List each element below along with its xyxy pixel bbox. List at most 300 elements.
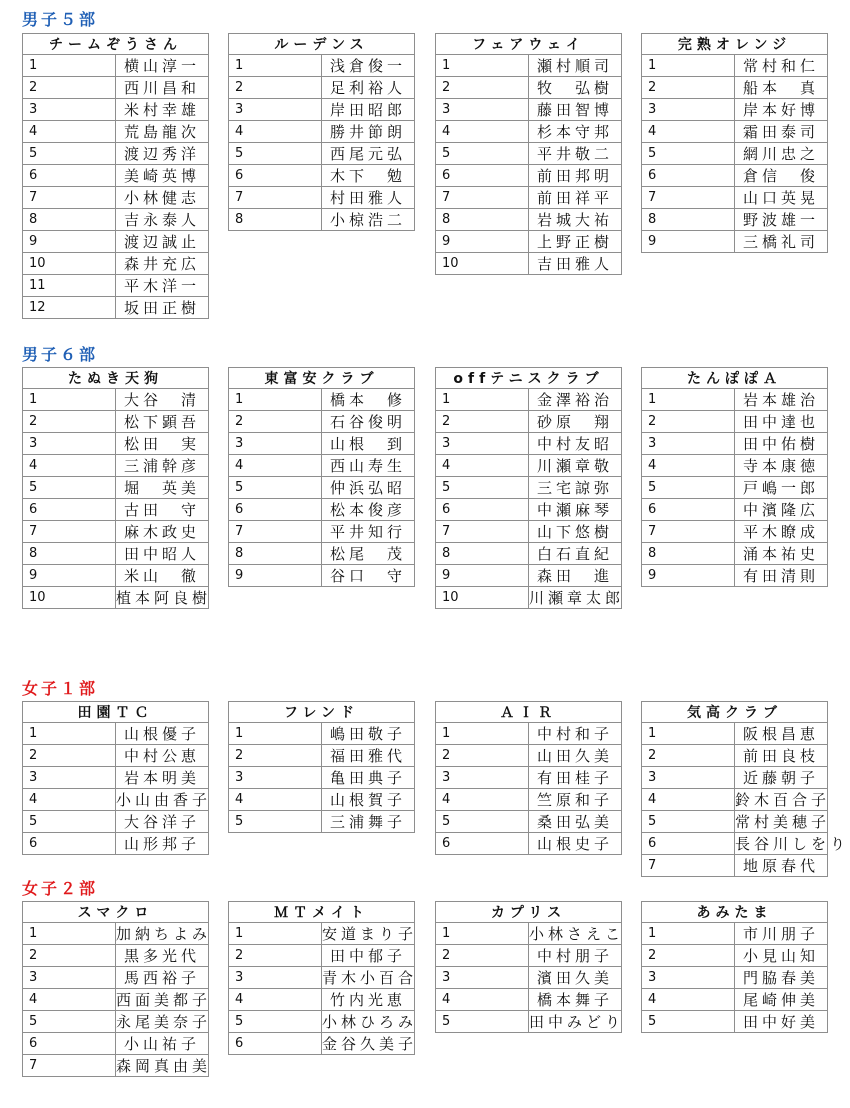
member-number: 3 xyxy=(23,767,116,789)
member-name: 勝井節朗 xyxy=(322,121,415,143)
member-number: 9 xyxy=(23,565,116,587)
member-name: 岩本雄治 xyxy=(735,389,828,411)
member-name: 西川昌和 xyxy=(116,77,209,99)
member-name: 地原春代 xyxy=(735,855,828,877)
member-number: 6 xyxy=(436,833,529,855)
member-name: 濱田久美 xyxy=(529,967,622,989)
member-row xyxy=(642,187,828,209)
team-roster-table xyxy=(228,33,415,231)
member-row xyxy=(642,231,828,253)
member-row xyxy=(642,411,828,433)
member-name: 山口英晃 xyxy=(735,187,828,209)
member-number: 8 xyxy=(642,209,735,231)
member-row xyxy=(23,165,209,187)
member-number: 6 xyxy=(23,833,116,855)
team-name: チームぞうさん xyxy=(23,34,209,55)
member-name: 船本 真 xyxy=(735,77,828,99)
member-row xyxy=(436,989,622,1011)
member-number: 1 xyxy=(229,55,322,77)
member-name: 橋本舞子 xyxy=(529,989,622,1011)
member-number: 1 xyxy=(436,55,529,77)
member-number: 2 xyxy=(229,411,322,433)
team-name: フレンド xyxy=(229,702,415,723)
member-row xyxy=(436,767,622,789)
member-row xyxy=(23,833,209,855)
member-name: 藤田智博 xyxy=(529,99,622,121)
team-name: たんぽぽＡ xyxy=(642,368,828,389)
member-number: 6 xyxy=(436,165,529,187)
member-name: 田中好美 xyxy=(735,1011,828,1033)
member-number: 3 xyxy=(642,967,735,989)
member-row xyxy=(23,1011,209,1033)
member-name: 中村友昭 xyxy=(529,433,622,455)
member-name: 黒多光代 xyxy=(116,945,209,967)
member-name: 田中郁子 xyxy=(322,945,415,967)
member-number: 5 xyxy=(436,811,529,833)
member-name: 松尾 茂 xyxy=(322,543,415,565)
member-row xyxy=(229,945,415,967)
member-row xyxy=(23,389,209,411)
member-name: 砂原 翔 xyxy=(529,411,622,433)
member-row xyxy=(642,165,828,187)
member-row xyxy=(436,477,622,499)
member-number: 3 xyxy=(229,967,322,989)
member-row xyxy=(436,745,622,767)
team-roster-table xyxy=(435,367,625,609)
member-number: 1 xyxy=(642,723,735,745)
section-title: 女子２部 xyxy=(22,879,99,898)
member-row xyxy=(436,165,622,187)
member-number: 5 xyxy=(23,143,116,165)
member-name: 戸嶋一郎 xyxy=(735,477,828,499)
member-row xyxy=(436,587,622,609)
member-name: 松田 実 xyxy=(116,433,209,455)
member-number: 8 xyxy=(23,543,116,565)
member-row xyxy=(23,231,209,253)
team-name: あみたま xyxy=(642,902,828,923)
member-number: 1 xyxy=(23,923,116,945)
member-name: 大谷洋子 xyxy=(116,811,209,833)
team-name: ＭＴメイト xyxy=(229,902,415,923)
member-row xyxy=(23,967,209,989)
member-number: 2 xyxy=(642,945,735,967)
member-number: 5 xyxy=(642,477,735,499)
team-roster-table xyxy=(22,367,212,609)
member-name: 中瀬麻琴 xyxy=(529,499,622,521)
member-row xyxy=(642,521,828,543)
member-number: 7 xyxy=(229,521,322,543)
member-name: 近藤朝子 xyxy=(735,767,828,789)
member-name: 牧 弘樹 xyxy=(529,77,622,99)
member-row xyxy=(229,55,415,77)
team-header-row xyxy=(436,368,622,389)
member-number: 2 xyxy=(23,945,116,967)
team-header-row xyxy=(229,34,415,55)
member-row xyxy=(229,723,415,745)
member-row xyxy=(642,477,828,499)
member-row xyxy=(23,565,209,587)
member-name: 橋本 修 xyxy=(322,389,415,411)
member-row xyxy=(229,923,415,945)
team-header-row xyxy=(23,702,209,723)
member-number: 6 xyxy=(23,165,116,187)
member-number: 3 xyxy=(229,99,322,121)
member-row xyxy=(436,833,622,855)
member-row xyxy=(229,745,415,767)
member-name: 平井敬二 xyxy=(529,143,622,165)
member-name: 桑田弘美 xyxy=(529,811,622,833)
member-number: 2 xyxy=(436,945,529,967)
member-name: 加納ちよみ xyxy=(116,923,209,945)
team-header-row xyxy=(642,34,828,55)
member-name: 松本俊彦 xyxy=(322,499,415,521)
team-roster-table xyxy=(641,901,828,1033)
member-row xyxy=(229,477,415,499)
member-row xyxy=(436,143,622,165)
member-number: 7 xyxy=(642,187,735,209)
team-header-row xyxy=(436,702,622,723)
member-number: 1 xyxy=(642,389,735,411)
member-name: 金谷久美子 xyxy=(322,1033,415,1055)
team-header-row xyxy=(229,702,415,723)
member-name: 常村和仁 xyxy=(735,55,828,77)
member-row xyxy=(642,745,828,767)
member-name: 中村和子 xyxy=(529,723,622,745)
member-name: 米村幸雄 xyxy=(116,99,209,121)
member-number: 1 xyxy=(23,723,116,745)
member-number: 5 xyxy=(23,477,116,499)
member-name: 前田祥平 xyxy=(529,187,622,209)
member-number: 1 xyxy=(642,923,735,945)
member-number: 9 xyxy=(642,565,735,587)
member-number: 9 xyxy=(642,231,735,253)
member-row xyxy=(436,811,622,833)
member-name: 白石直紀 xyxy=(529,543,622,565)
member-row xyxy=(436,99,622,121)
member-name: 横山淳一 xyxy=(116,55,209,77)
member-number: 7 xyxy=(229,187,322,209)
member-row xyxy=(229,789,415,811)
member-name: 小見山知 xyxy=(735,945,828,967)
member-number: 1 xyxy=(642,55,735,77)
member-row xyxy=(436,945,622,967)
member-name: 木下 勉 xyxy=(322,165,415,187)
member-name: 山下悠樹 xyxy=(529,521,622,543)
member-name: 森井充広 xyxy=(116,253,209,275)
member-number: 4 xyxy=(23,121,116,143)
member-name: 阪根昌恵 xyxy=(735,723,828,745)
team-roster-table xyxy=(22,901,212,1077)
member-number: 5 xyxy=(436,477,529,499)
member-name: 杉本守邦 xyxy=(529,121,622,143)
member-name: 石谷俊明 xyxy=(322,411,415,433)
team-name: カプリス xyxy=(436,902,622,923)
member-name: 平井知行 xyxy=(322,521,415,543)
team-roster-table xyxy=(641,701,850,877)
member-row xyxy=(436,389,622,411)
member-row xyxy=(436,411,622,433)
member-row xyxy=(436,967,622,989)
member-name: 市川朋子 xyxy=(735,923,828,945)
member-number: 11 xyxy=(23,275,116,297)
member-number: 3 xyxy=(23,99,116,121)
member-number: 5 xyxy=(23,1011,116,1033)
team-header-row xyxy=(229,368,415,389)
member-name: 福田雅代 xyxy=(322,745,415,767)
team-header-row xyxy=(23,902,209,923)
member-row xyxy=(23,99,209,121)
member-number: 3 xyxy=(229,433,322,455)
team-header-row xyxy=(229,902,415,923)
member-name: 中濱隆広 xyxy=(735,499,828,521)
member-row xyxy=(23,297,209,319)
member-row xyxy=(642,99,828,121)
member-number: 5 xyxy=(436,143,529,165)
member-name: 青木小百合 xyxy=(322,967,415,989)
member-name: 小林健志 xyxy=(116,187,209,209)
member-row xyxy=(23,745,209,767)
member-row xyxy=(23,767,209,789)
member-row xyxy=(229,389,415,411)
member-number: 5 xyxy=(642,1011,735,1033)
member-number: 2 xyxy=(436,745,529,767)
member-row xyxy=(436,433,622,455)
team-name: たぬき天狗 xyxy=(23,368,209,389)
member-number: 4 xyxy=(229,121,322,143)
member-row xyxy=(23,1033,209,1055)
member-name: 馬西裕子 xyxy=(116,967,209,989)
member-name: 山田久美 xyxy=(529,745,622,767)
member-number: 6 xyxy=(23,499,116,521)
member-number: 4 xyxy=(642,455,735,477)
member-number: 6 xyxy=(436,499,529,521)
member-name: 永尾美奈子 xyxy=(116,1011,209,1033)
member-row xyxy=(23,187,209,209)
member-row xyxy=(23,1055,209,1077)
member-name: 山根優子 xyxy=(116,723,209,745)
member-row xyxy=(436,231,622,253)
member-name: 有田清則 xyxy=(735,565,828,587)
member-number: 4 xyxy=(436,121,529,143)
member-row xyxy=(436,723,622,745)
member-number: 5 xyxy=(23,811,116,833)
member-row xyxy=(229,543,415,565)
member-number: 4 xyxy=(229,989,322,1011)
team-name: 東富安クラブ xyxy=(229,368,415,389)
member-number: 6 xyxy=(229,499,322,521)
member-name: 田中みどり xyxy=(529,1011,622,1033)
member-name: 寺本康徳 xyxy=(735,455,828,477)
member-name: 植本阿良樹 xyxy=(116,587,209,609)
member-name: 山根史子 xyxy=(529,833,622,855)
member-number: 1 xyxy=(23,55,116,77)
member-row xyxy=(229,1011,415,1033)
member-row xyxy=(436,55,622,77)
member-name: 霜田泰司 xyxy=(735,121,828,143)
member-name: 小林さえこ xyxy=(529,923,622,945)
member-number: 1 xyxy=(436,723,529,745)
member-row xyxy=(23,587,209,609)
team-roster-table xyxy=(22,701,212,855)
member-number: 8 xyxy=(23,209,116,231)
member-number: 7 xyxy=(436,521,529,543)
member-row xyxy=(23,55,209,77)
member-number: 3 xyxy=(436,967,529,989)
member-name: 山形邦子 xyxy=(116,833,209,855)
member-row xyxy=(642,55,828,77)
member-number: 7 xyxy=(23,521,116,543)
member-row xyxy=(23,723,209,745)
member-row xyxy=(23,275,209,297)
member-name: 川瀬章敬 xyxy=(529,455,622,477)
member-name: 吉永泰人 xyxy=(116,209,209,231)
member-row xyxy=(436,923,622,945)
member-number: 3 xyxy=(23,433,116,455)
member-row xyxy=(229,989,415,1011)
section-title: 男子５部 xyxy=(22,10,99,29)
member-row xyxy=(642,433,828,455)
member-row xyxy=(229,187,415,209)
member-row xyxy=(23,789,209,811)
member-number: 5 xyxy=(229,477,322,499)
member-number: 7 xyxy=(642,521,735,543)
member-number: 6 xyxy=(642,833,735,855)
member-name: 田中佑樹 xyxy=(735,433,828,455)
member-row xyxy=(23,477,209,499)
member-number: 4 xyxy=(23,989,116,1011)
team-name: スマクロ xyxy=(23,902,209,923)
team-roster-table xyxy=(228,367,415,587)
team-name: ルーデンス xyxy=(229,34,415,55)
member-number: 4 xyxy=(23,455,116,477)
member-number: 7 xyxy=(23,187,116,209)
member-row xyxy=(642,455,828,477)
member-number: 2 xyxy=(229,945,322,967)
member-name: 網川忠之 xyxy=(735,143,828,165)
member-name: 前田良枝 xyxy=(735,745,828,767)
member-row xyxy=(436,543,622,565)
member-row xyxy=(23,121,209,143)
member-name: 森岡真由美 xyxy=(116,1055,209,1077)
member-number: 10 xyxy=(436,587,529,609)
member-number: 5 xyxy=(436,1011,529,1033)
member-number: 10 xyxy=(436,253,529,275)
team-roster-table xyxy=(22,33,209,319)
member-name: 上野正樹 xyxy=(529,231,622,253)
member-number: 9 xyxy=(23,231,116,253)
member-number: 10 xyxy=(23,587,116,609)
member-number: 8 xyxy=(642,543,735,565)
member-row xyxy=(229,767,415,789)
member-name: 浅倉俊一 xyxy=(322,55,415,77)
member-row xyxy=(642,767,828,789)
member-name: 三浦舞子 xyxy=(322,811,415,833)
member-name: 西山寿生 xyxy=(322,455,415,477)
member-number: 1 xyxy=(23,389,116,411)
member-name: 三浦幹彦 xyxy=(116,455,209,477)
member-name: 美崎英博 xyxy=(116,165,209,187)
member-name: 野波雄一 xyxy=(735,209,828,231)
member-number: 2 xyxy=(436,77,529,99)
member-row xyxy=(642,1011,828,1033)
member-number: 2 xyxy=(23,411,116,433)
member-number: 2 xyxy=(23,77,116,99)
member-number: 3 xyxy=(642,99,735,121)
member-row xyxy=(642,543,828,565)
member-name: 尾崎伸美 xyxy=(735,989,828,1011)
member-number: 2 xyxy=(229,77,322,99)
member-name: 岩本明美 xyxy=(116,767,209,789)
member-row xyxy=(23,433,209,455)
member-name: 荒島龍次 xyxy=(116,121,209,143)
member-number: 1 xyxy=(229,923,322,945)
team-name: 気高クラブ xyxy=(642,702,828,723)
team-roster-table xyxy=(641,367,828,587)
member-row xyxy=(642,923,828,945)
member-row xyxy=(229,121,415,143)
member-row xyxy=(642,499,828,521)
member-row xyxy=(436,499,622,521)
member-name: 足利裕人 xyxy=(322,77,415,99)
member-name: 田中達也 xyxy=(735,411,828,433)
member-number: 7 xyxy=(23,1055,116,1077)
member-name: 三宅諒弥 xyxy=(529,477,622,499)
member-row xyxy=(23,411,209,433)
member-number: 3 xyxy=(229,767,322,789)
team-roster-table xyxy=(435,701,622,855)
member-row xyxy=(642,121,828,143)
member-row xyxy=(436,521,622,543)
member-row xyxy=(229,165,415,187)
member-row xyxy=(23,811,209,833)
member-number: 1 xyxy=(436,923,529,945)
member-row xyxy=(642,945,828,967)
team-roster-table xyxy=(228,901,418,1055)
member-row xyxy=(642,833,828,855)
member-row xyxy=(436,187,622,209)
member-row xyxy=(229,499,415,521)
member-row xyxy=(229,521,415,543)
member-number: 8 xyxy=(436,209,529,231)
member-number: 4 xyxy=(229,455,322,477)
team-header-row xyxy=(642,702,828,723)
member-name: 渡辺秀洋 xyxy=(116,143,209,165)
member-name: 古田 守 xyxy=(116,499,209,521)
member-number: 4 xyxy=(23,789,116,811)
member-number: 6 xyxy=(229,165,322,187)
member-row xyxy=(229,811,415,833)
member-name: 岩城大祐 xyxy=(529,209,622,231)
member-row xyxy=(229,967,415,989)
member-number: 3 xyxy=(642,433,735,455)
member-number: 4 xyxy=(436,789,529,811)
member-name: 中村公恵 xyxy=(116,745,209,767)
member-number: 7 xyxy=(436,187,529,209)
member-row xyxy=(23,923,209,945)
member-number: 4 xyxy=(642,121,735,143)
member-number: 2 xyxy=(229,745,322,767)
member-row xyxy=(23,253,209,275)
member-row xyxy=(229,433,415,455)
member-name: 常村美穂子 xyxy=(735,811,828,833)
member-row xyxy=(642,855,828,877)
member-number: 4 xyxy=(229,789,322,811)
member-name: 門脇春美 xyxy=(735,967,828,989)
member-row xyxy=(229,455,415,477)
member-row xyxy=(642,389,828,411)
member-number: 8 xyxy=(436,543,529,565)
member-name: 瀬村順司 xyxy=(529,55,622,77)
